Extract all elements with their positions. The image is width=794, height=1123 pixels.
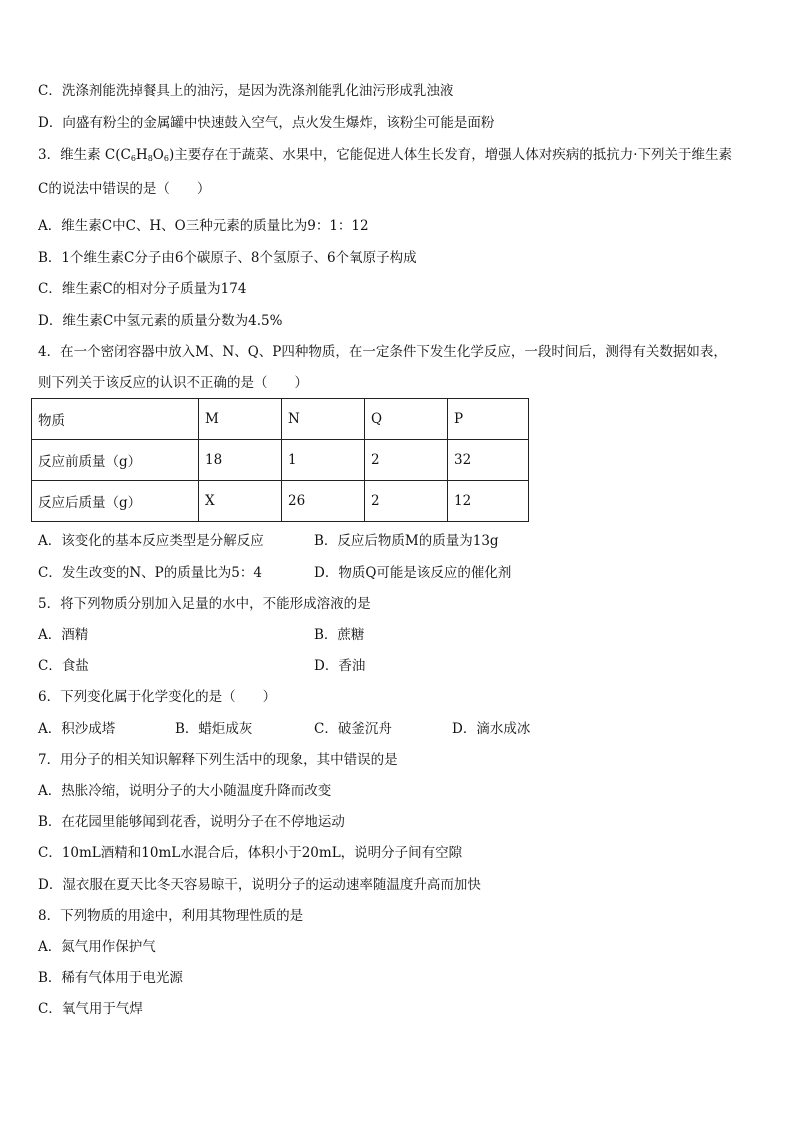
table-cell: Q	[365, 399, 448, 440]
q8-option-a: A．氮气用作保护气	[38, 939, 156, 955]
table-cell: 反应前质量（g）	[32, 440, 199, 481]
q3-option-b: B．1个维生素C分子由6个碳原子、8个氢原子、6个氧原子构成	[38, 250, 417, 266]
q5-stem: 5．将下列物质分别加入足量的水中，不能形成溶液的是	[38, 596, 371, 612]
table-cell: 18	[199, 440, 282, 481]
table-cell: P	[448, 399, 529, 440]
table-cell: 12	[448, 481, 529, 522]
q7-option-d: D．湿衣服在夏天比冬天容易晾干，说明分子的运动速率随温度升高而加快	[38, 877, 481, 893]
q4-option-b: B．反应后物质M的质量为13g	[314, 533, 499, 549]
q7-option-b: B．在花园里能够闻到花香，说明分子在不停地运动	[38, 814, 345, 830]
q6-option-c: C．破釜沉舟	[314, 721, 392, 737]
table-cell: 26	[282, 481, 365, 522]
q3-h: H	[135, 147, 148, 163]
q5-option-a: A．酒精	[38, 627, 89, 643]
table-cell: 1	[282, 440, 365, 481]
q3-sub-c: 6	[130, 154, 136, 163]
q4-data-table	[31, 398, 529, 522]
table-cell: 2	[365, 481, 448, 522]
table-row	[32, 481, 529, 522]
q5-option-d: D．香油	[314, 658, 366, 674]
table-cell: M	[199, 399, 282, 440]
q3-sub-o: 6	[163, 154, 169, 163]
q3-o: O	[152, 147, 164, 163]
q4-option-a: A．该变化的基本反应类型是分解反应	[38, 533, 264, 549]
q4-stem-line2: 则下列关于该反应的认识不正确的是（ ）	[38, 375, 308, 391]
q8-option-c: C．氧气用于气焊	[38, 1001, 143, 1017]
table-cell: 物质	[32, 399, 199, 440]
table-row	[32, 399, 529, 440]
q4-option-d: D．物质Q可能是该反应的催化剂	[314, 565, 512, 581]
q3-option-d: D．维生素C中氢元素的质量分数为4.5%	[38, 313, 283, 329]
q6-option-a: A．积沙成塔	[38, 721, 116, 737]
q3-stem	[38, 145, 732, 169]
q3-stem-line2: C的说法中错误的是（ ）	[38, 181, 211, 197]
q6-option-b: B．蜡炬成灰	[175, 721, 253, 737]
q2-option-d: D．向盛有粉尘的金属罐中快速鼓入空气，点火发生爆炸，该粉尘可能是面粉	[38, 115, 495, 131]
q3-option-a: A．维生素C中C、H、O三种元素的质量比为9：1：12	[38, 218, 369, 234]
table-cell: 反应后质量（g）	[32, 481, 199, 522]
q7-stem: 7．用分子的相关知识解释下列生活中的现象，其中错误的是	[38, 752, 398, 768]
q6-option-d: D．滴水成冰	[452, 721, 531, 737]
table-cell: N	[282, 399, 365, 440]
q8-stem: 8．下列物质的用途中，利用其物理性质的是	[38, 908, 304, 924]
q3-stem-post: )主要存在于蔬菜、水果中，它能促进人体生长发育，增强人体对疾病的抵抗力·下列关于维生素	[168, 147, 733, 163]
q5-option-b: B．蔗糖	[314, 627, 365, 643]
q4-option-c: C．发生改变的N、P的质量比为5：4	[38, 565, 262, 581]
q6-stem: 6．下列变化属于化学变化的是（ ）	[38, 689, 277, 705]
q7-option-c: C．10mL酒精和10mL水混合后，体积小于20mL，说明分子间有空隙	[38, 845, 463, 861]
q2-option-c: C．洗涤剂能洗掉餐具上的油污，是因为洗涤剂能乳化油污形成乳浊液	[38, 83, 454, 99]
table-row	[32, 440, 529, 481]
table-cell: X	[199, 481, 282, 522]
q7-option-a: A．热胀冷缩，说明分子的大小随温度升降而改变	[38, 783, 332, 799]
q5-option-c: C．食盐	[38, 658, 89, 674]
q3-option-c: C．维生素C的相对分子质量为174	[38, 281, 247, 297]
table-cell: 32	[448, 440, 529, 481]
q4-stem-line1: 4．在一个密闭容器中放入M、N、Q、P四种物质，在一定条件下发生化学反应，一段时间后，测得有关数据如表，	[38, 344, 727, 360]
q3-sub-h: 8	[147, 154, 153, 163]
table-cell: 2	[365, 440, 448, 481]
q8-option-b: B．稀有气体用于电光源	[38, 970, 183, 986]
q3-stem-pre: 3．维生素 C(C	[38, 147, 131, 163]
